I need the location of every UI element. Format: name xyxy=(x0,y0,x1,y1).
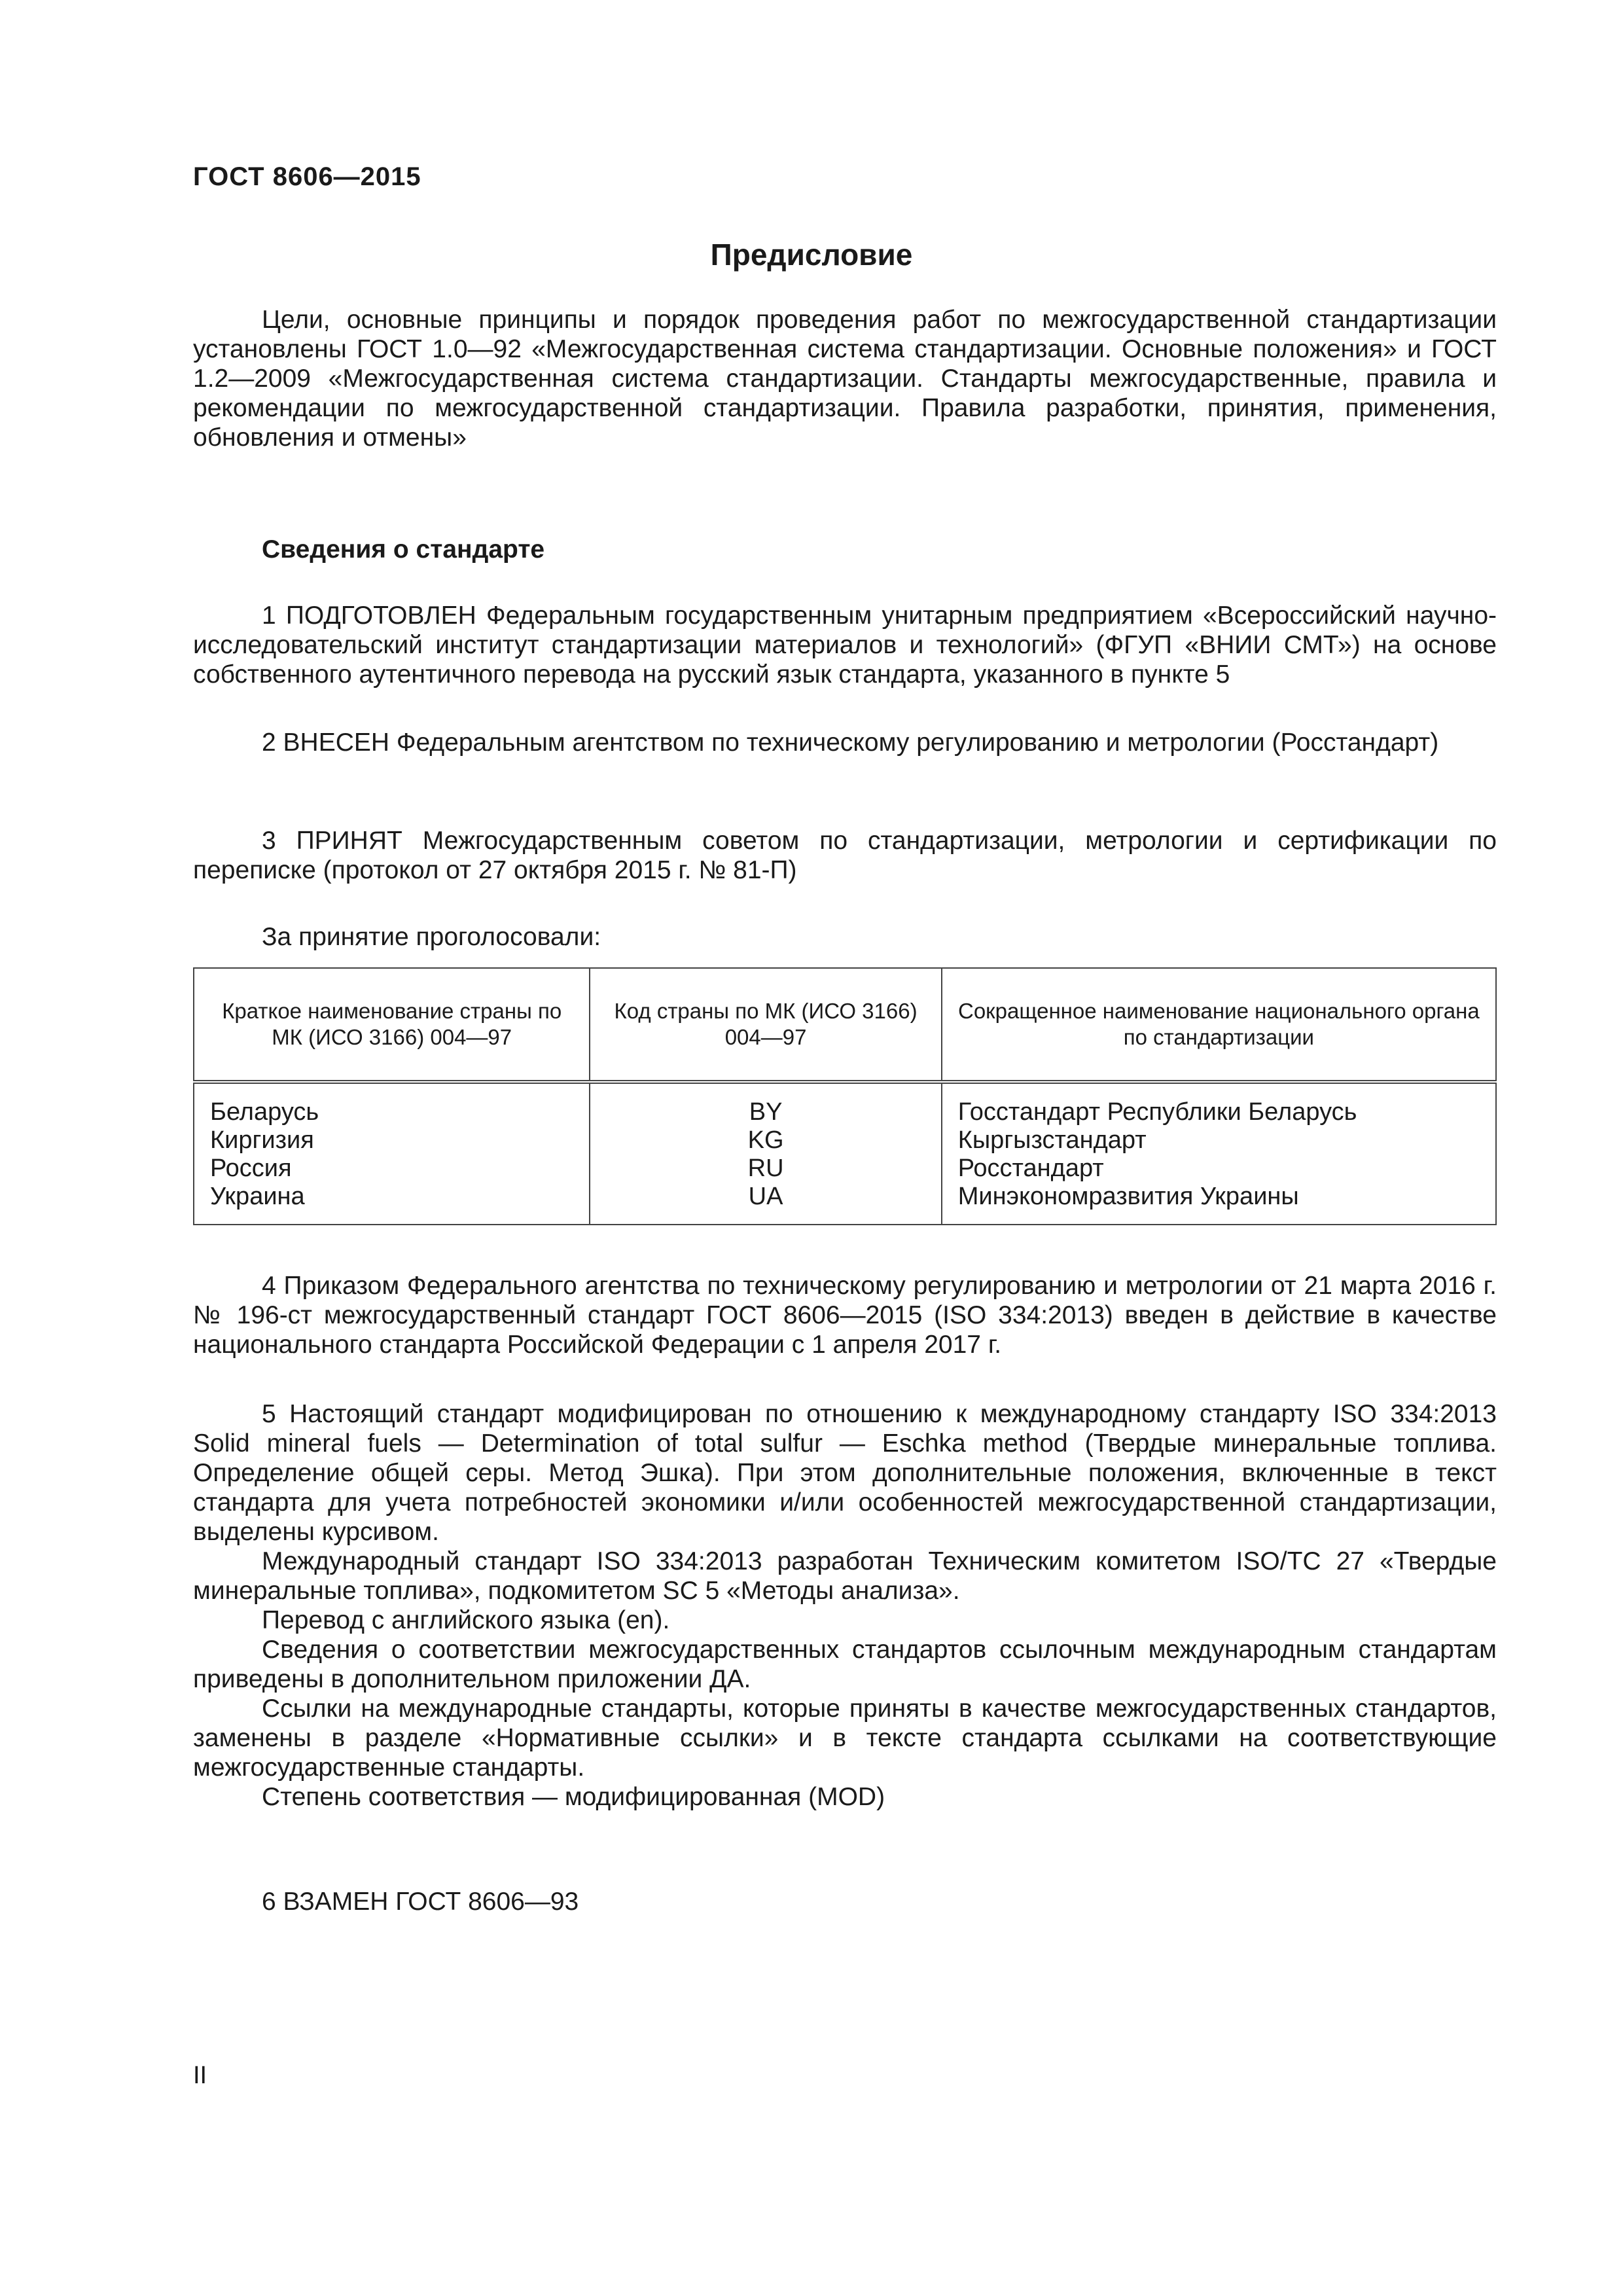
table-cell: BY xyxy=(749,1098,783,1126)
section-heading: Сведения о стандарте xyxy=(262,535,545,564)
intro-paragraph: Цели, основные принципы и порядок проведения работ по межгосударственной стандартизации установлены ГОСТ 1.0—92 «Межгосударственная система стандартизации. Основные положения» и ГОСТ 1.2—2009 «Межгосударственная система стандартизации. Стандарты межгосударственные, правила и рекомендации по межгосударственной стандартизации. Правила разработки, принятия, применения, обновления и отмены» xyxy=(193,306,1497,452)
item-2: 2 ВНЕСЕН Федеральным агентством по техническому регулированию и метрологии (Росстандарт) xyxy=(262,728,1439,757)
header-standards-body: Сокращенное наименование национального органа по стандартизации xyxy=(942,968,1496,1082)
table-cell: Минэкономразвития Украины xyxy=(957,1183,1299,1210)
table-cell: Кыргызстандарт xyxy=(957,1126,1147,1154)
page-number: II xyxy=(193,2062,207,2089)
table-cell: UA xyxy=(748,1183,783,1210)
voted-label: За принятие проголосовали: xyxy=(262,923,601,951)
item-5-international: Международный стандарт ISO 334:2013 разработан Техническим комитетом ISO/TC 27 «Твердые минеральные топлива», подкомитетом SC 5 «Методы анализа». xyxy=(193,1547,1497,1605)
item-1: 1 ПОДГОТОВЛЕН Федеральным государственным унитарным предприятием «Всероссийский научно-исследовательский институт стандартизации материалов и технологий» (ФГУП «ВНИИ СМТ») на основе собственного аутентичного перевода на русский язык стандарта, указанного в пункте 5 xyxy=(193,601,1497,689)
header-country-code: Код страны по МК (ИСО 3166) 004—97 xyxy=(590,968,941,1082)
table-body-row xyxy=(194,1082,1496,1225)
table-cell: Киргизия xyxy=(210,1126,314,1154)
item-5-degree: Степень соответствия — модифицированная (MOD) xyxy=(262,1783,885,1811)
item-5-references: Ссылки на международные стандарты, которые приняты в качестве межгосударственных стандартов, заменены в разделе «Нормативные ссылки» и в тексте стандарта ссылками на соответствующие межгосударственные стандарты. xyxy=(193,1695,1497,1782)
item-2-block xyxy=(193,728,1497,757)
item-1-block xyxy=(193,601,1497,689)
intro-block xyxy=(193,305,1497,452)
item-4-block xyxy=(193,1271,1497,1359)
table-cell: Украина xyxy=(210,1183,305,1210)
page-title: Предисловие xyxy=(710,238,913,272)
table-header-row xyxy=(194,968,1496,1082)
table-cell: RU xyxy=(747,1155,784,1182)
table-cell: Росстандарт xyxy=(957,1155,1104,1182)
header-country-name: Краткое наименование страны по МК (ИСО 3166) 004—97 xyxy=(194,968,590,1082)
item-4: 4 Приказом Федерального агентства по техническому регулированию и метрологии от 21 марта 2016 г. № 196-ст межгосударственный стандарт ГОСТ 8606—2015 (ISO 334:2013) введен в действие в качестве национального стандарта Российской Федерации с 1 апреля 2017 г. xyxy=(193,1272,1497,1359)
item-5: 5 Настоящий стандарт модифицирован по отношению к международному стандарту ISO 334:2013 Solid mineral fuels — Determination of total sulfur — Eschka method (Твердые минеральные топлива. Определение общей серы. Метод Эшка). При этом дополнительные положения, включенные в текст стандарта для учета потребностей экономики и/или особенностей межгосударственной стандартизации, выделены курсивом. xyxy=(193,1400,1497,1546)
standards-body-cell xyxy=(942,1082,1496,1225)
document-code: ГОСТ 8606—2015 xyxy=(193,162,421,191)
table-cell: Госстандарт Республики Беларусь xyxy=(957,1098,1357,1126)
table-cell: Беларусь xyxy=(210,1098,319,1126)
item-3: 3 ПРИНЯТ Межгосударственным советом по стандартизации, метрологии и сертификации по переписке (протокол от 27 октября 2015 г. № 81-П) xyxy=(193,827,1497,884)
item-6: 6 ВЗАМЕН ГОСТ 8606—93 xyxy=(262,1888,579,1916)
voting-table xyxy=(193,967,1497,1225)
item-5-translation: Перевод с английского языка (en). xyxy=(262,1606,670,1634)
table-cell: KG xyxy=(747,1126,784,1154)
country-code-cell xyxy=(590,1082,941,1225)
item-5-correspondence: Сведения о соответствии межгосударственных стандартов ссылочным международным стандартам приведены в дополнительном приложении ДА. xyxy=(193,1636,1497,1693)
table-cell: Россия xyxy=(210,1155,292,1182)
item-5-block xyxy=(193,1399,1497,1812)
country-name-cell xyxy=(194,1082,590,1225)
item-3-block xyxy=(193,826,1497,885)
